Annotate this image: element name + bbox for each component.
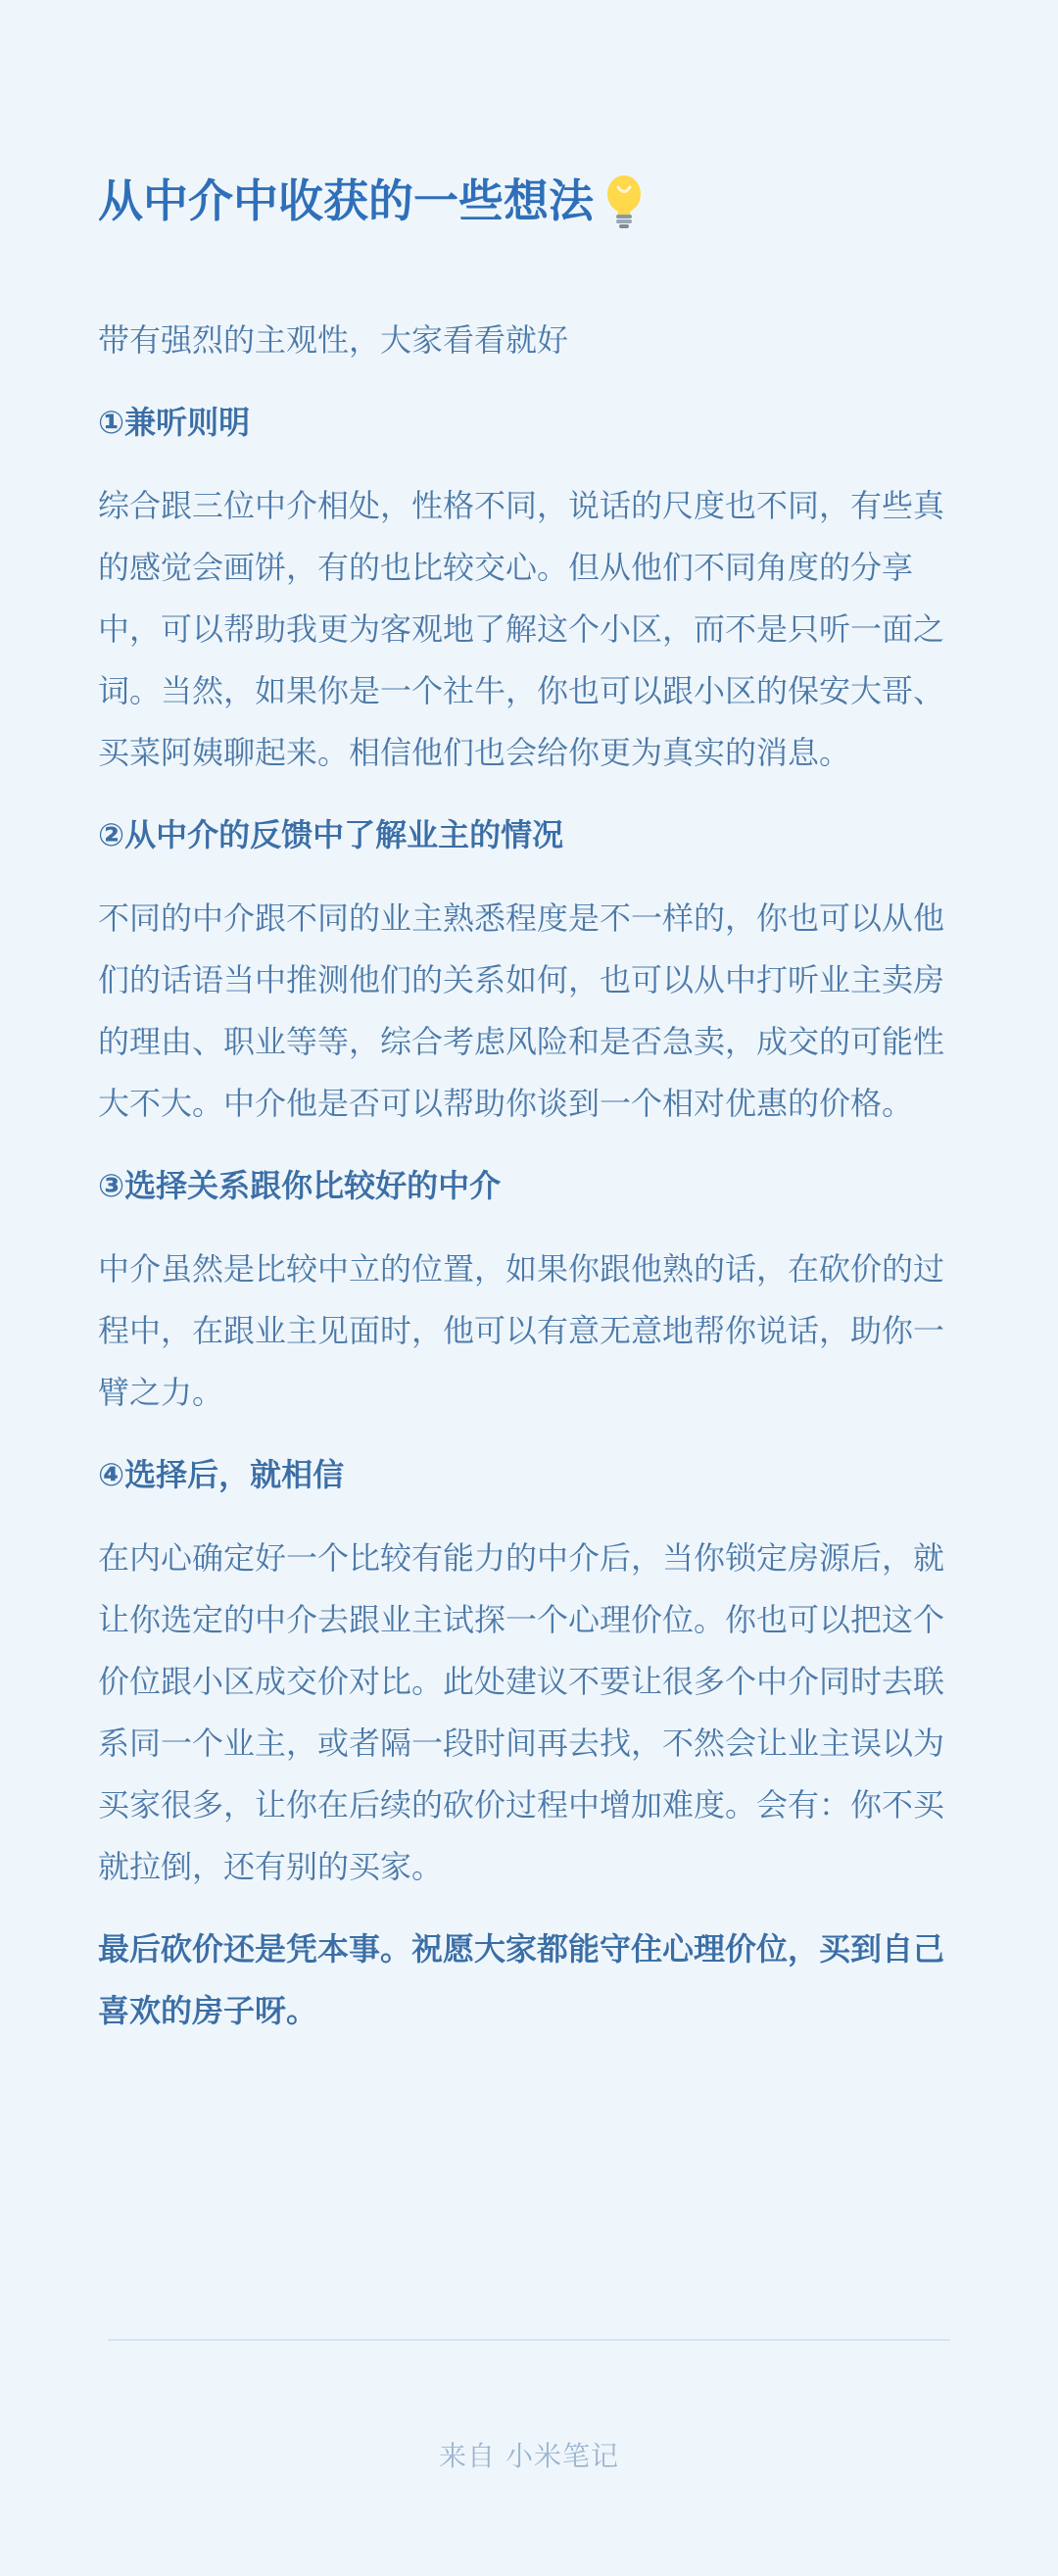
closing-text: 最后砍价还是凭本事。祝愿大家都能守住心理价位，买到自己喜欢的房子呀。 (98, 1930, 945, 2029)
note-title (98, 167, 960, 235)
section-heading-3: ③选择关系跟你比较好的中介 (98, 1167, 502, 1204)
footer-divider (108, 2339, 950, 2341)
section-heading-4: ④选择后，就相信 (98, 1456, 345, 1493)
intro-text: 带有强烈的主观性，大家看看就好 (98, 321, 569, 359)
note-content (98, 167, 960, 2042)
note-source-footer: 来自 小米笔记 (439, 2440, 619, 2472)
note-title-text: 从中介中收获的一些想法 (98, 174, 594, 227)
section-body-3: 中介虽然是比较中立的位置，如果你跟他熟的话，在砍价的过程中，在跟业主见面时，他可以有意无意地帮你说话，助你一臂之力。 (98, 1250, 945, 1411)
section-heading-1: ①兼听则明 (98, 404, 251, 441)
section-body-4: 在内心确定好一个比较有能力的中介后，当你锁定房源后，就让你选定的中介去跟业主试探一个心理价位。你也可以把这个价位跟小区成交价对比。此处建议不要让很多个中介同时去联系同一个业主，或者隔一段时间再去找，不然会让业主误以为买家很多，让你在后续的砍价过程中增加难度。会有：你不买就拉倒，还有别的买家。 (98, 1539, 945, 1885)
section-heading-2: ②从中介的反馈中了解业主的情况 (98, 816, 564, 853)
section-body-2: 不同的中介跟不同的业主熟悉程度是不一样的，你也可以从他们的话语当中推测他们的关系如何，也可以从中打听业主卖房的理由、职业等等，综合考虑风险和是否急卖，成交的可能性大不大。中介他是否可以帮助你谈到一个相对优惠的价格。 (98, 899, 945, 1122)
section-body-1: 综合跟三位中介相处，性格不同，说话的尺度也不同，有些真的感觉会画饼，有的也比较交心。但从他们不同角度的分享中，可以帮助我更为客观地了解这个小区，而不是只听一面之词。当然，如果你是一个社牛，你也可以跟小区的保安大哥、买菜阿姨聊起来。相信他们也会给你更为真实的消息。 (98, 487, 945, 771)
light-bulb-icon (601, 172, 647, 229)
